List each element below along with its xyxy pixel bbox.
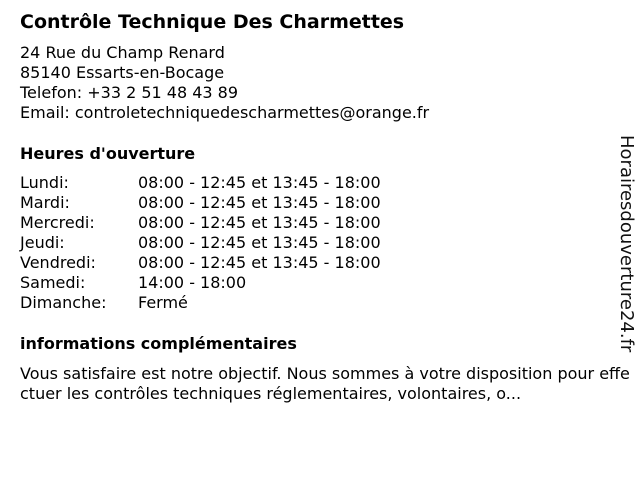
city-postal: 85140 Essarts-en-Bocage bbox=[20, 63, 225, 82]
day-label: Lundi: bbox=[20, 173, 69, 192]
time-range: 08:00 - 12:45 et 13:45 - 18:00 bbox=[138, 213, 381, 232]
day-label: Mercredi: bbox=[20, 213, 95, 232]
day-label: Samedi: bbox=[20, 273, 86, 292]
business-name: Contrôle Technique Des Charmettes bbox=[20, 11, 405, 33]
time-range: 14:00 - 18:00 bbox=[138, 273, 247, 292]
time-range: 08:00 - 12:45 et 13:45 - 18:00 bbox=[138, 253, 381, 272]
time-range: 08:00 - 12:45 et 13:45 - 18:00 bbox=[138, 233, 381, 252]
contact-block bbox=[20, 43, 429, 123]
street-address: 24 Rue du Champ Renard bbox=[20, 43, 225, 62]
phone-number[interactable]: Telefon: +33 2 51 48 43 89 bbox=[20, 83, 239, 102]
additional-info-text: Vous satisfaire est notre objectif. Nous sommes à votre disposition pour effectuer les contrôles techniques réglementaires, volontaires, o... bbox=[20, 364, 630, 403]
day-label: Dimanche: bbox=[20, 293, 107, 312]
email-address[interactable]: Email: controletechniquedescharmettes@orange.fr bbox=[20, 103, 430, 122]
time-range: Fermé bbox=[138, 293, 188, 312]
time-range: 08:00 - 12:45 et 13:45 - 18:00 bbox=[138, 193, 381, 212]
day-label: Vendredi: bbox=[20, 253, 96, 272]
time-range: 08:00 - 12:45 et 13:45 - 18:00 bbox=[138, 173, 381, 192]
day-label: Jeudi: bbox=[20, 233, 65, 252]
opening-hours-heading: Heures d'ouverture bbox=[20, 144, 196, 163]
additional-info-heading: informations complémentaires bbox=[20, 334, 297, 353]
day-label: Mardi: bbox=[20, 193, 70, 212]
watermark: Horairesdouverture24.fr bbox=[616, 135, 637, 353]
